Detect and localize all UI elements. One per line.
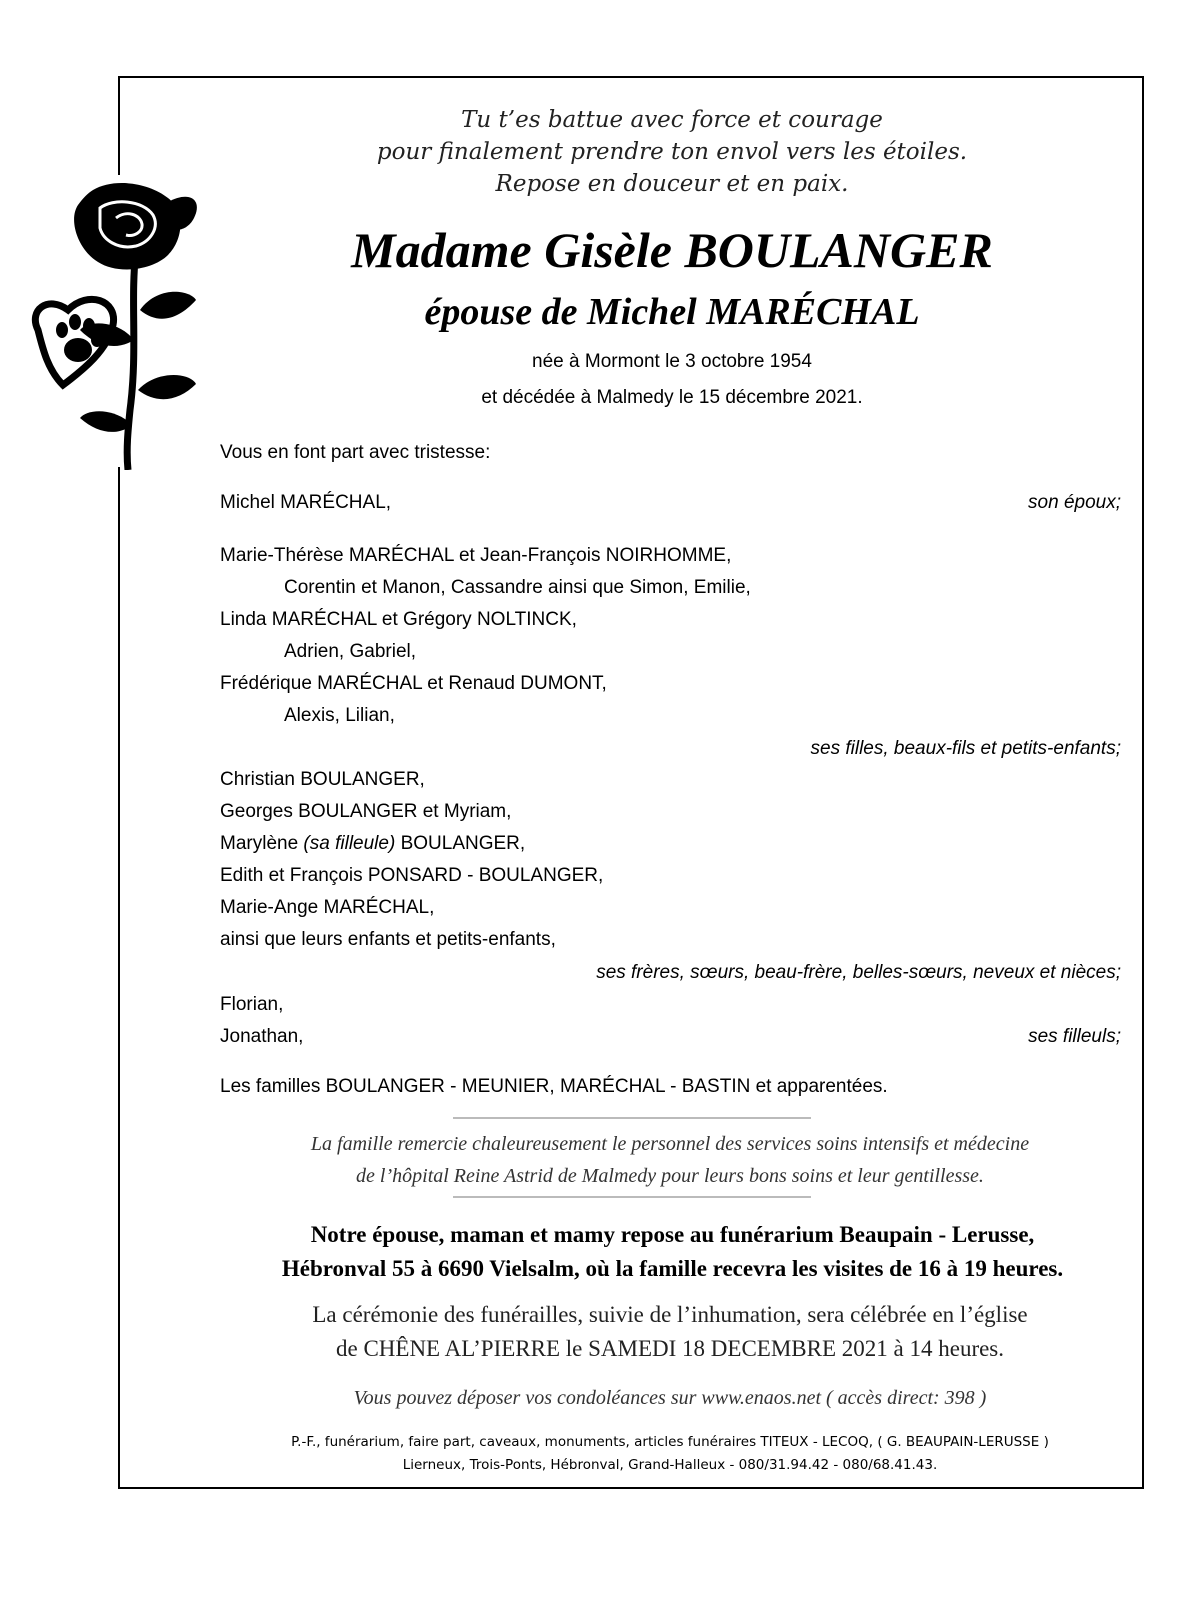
children-relation: ses filles, beaux-fils et petits-enfants; <box>810 738 1121 759</box>
family-line: Adrien, Gabriel, <box>284 641 417 662</box>
intro-text: Vous en font part avec tristesse: <box>220 442 491 463</box>
family-line: Linda MARÉCHAL et Grégory NOLTINCK, <box>220 609 577 630</box>
family-line: Corentin et Manon, Cassandre ainsi que Simon, Emilie, <box>284 577 751 598</box>
rest-info: Notre épouse, maman et mamy repose au funérarium Beaupain - Lerusse, Hébronval 55 à 6690 Vielsalm, où la famille recevra les visites de 16 à 19 heures. <box>281 1222 1064 1281</box>
family-line: Alexis, Lilian, <box>284 705 395 726</box>
poem-line: Tu t’es battue avec force et courage <box>461 107 883 133</box>
deceased-dates <box>118 344 1203 416</box>
family-line: Marie-Ange MARÉCHAL, <box>220 897 435 918</box>
poem-line: Repose en douceur et en paix. <box>495 171 849 197</box>
family-line: Jonathan, <box>220 1026 304 1047</box>
family-line: Edith et François PONSARD - BOULANGER, <box>220 865 604 886</box>
divider <box>453 1196 811 1198</box>
death-line: et décédée à Malmedy le 15 décembre 2021. <box>481 387 863 408</box>
ceremony-info: La cérémonie des funérailles, suivie de l’inhumation, sera célébrée en l’église de CHÊNE AL’PIERRE le SAMEDI 18 DECEMBRE 2021 à 14 heures. <box>312 1302 1028 1361</box>
family-line: Marylène (sa filleule) BOULANGER, <box>220 833 526 854</box>
families-line: Les familles BOULANGER - MEUNIER, MARÉCHAL - BASTIN et apparentées. <box>220 1076 888 1097</box>
family-line: Georges BOULANGER et Myriam, <box>220 801 512 822</box>
husband-relation: son époux; <box>1028 492 1121 513</box>
poem <box>118 104 1203 200</box>
thanks-text: La famille remercie chaleureusement le personnel des services soins intensifs et médecine de l’hôpital Reine Astrid de Malmedy pour leurs bons soins et leur gentillesse. <box>310 1133 1030 1187</box>
husband-name: Michel MARÉCHAL, <box>220 492 392 513</box>
family-line: ainsi que leurs enfants et petits-enfants, <box>220 929 556 950</box>
condolences-text: Vous pouvez déposer vos condoléances sur www.enaos.net ( accès direct: 398 ) <box>353 1387 987 1409</box>
family-line: Frédérique MARÉCHAL et Renaud DUMONT, <box>220 673 607 694</box>
poem-line: pour finalement prendre ton envol vers les étoiles. <box>376 139 968 165</box>
family-line: Florian, <box>220 994 284 1015</box>
deceased-spouse: épouse de Michel MARÉCHAL <box>424 291 920 333</box>
footer: P.-F., funérarium, faire part, caveaux, monuments, articles funéraires TITEUX - LECOQ, ( G. BEAUPAIN-LERUSSE ) Lierneux, Trois-Ponts, Hébronval, Grand-Halleux - 080/31.94.42 - 080/68.41.43. <box>291 1434 1049 1473</box>
godchildren-relation: ses filleuls; <box>1028 1026 1121 1047</box>
family-line: Christian BOULANGER, <box>220 769 425 790</box>
family-line: Marie-Thérèse MARÉCHAL et Jean-François NOIRHOMME, <box>220 545 732 566</box>
deceased-name: Madame Gisèle BOULANGER <box>351 222 993 278</box>
birth-line: née à Mormont le 3 octobre 1954 <box>532 351 812 372</box>
siblings-relation: ses frères, sœurs, beau-frère, belles-sœurs, neveux et nièces; <box>596 962 1121 983</box>
divider <box>453 1117 811 1119</box>
